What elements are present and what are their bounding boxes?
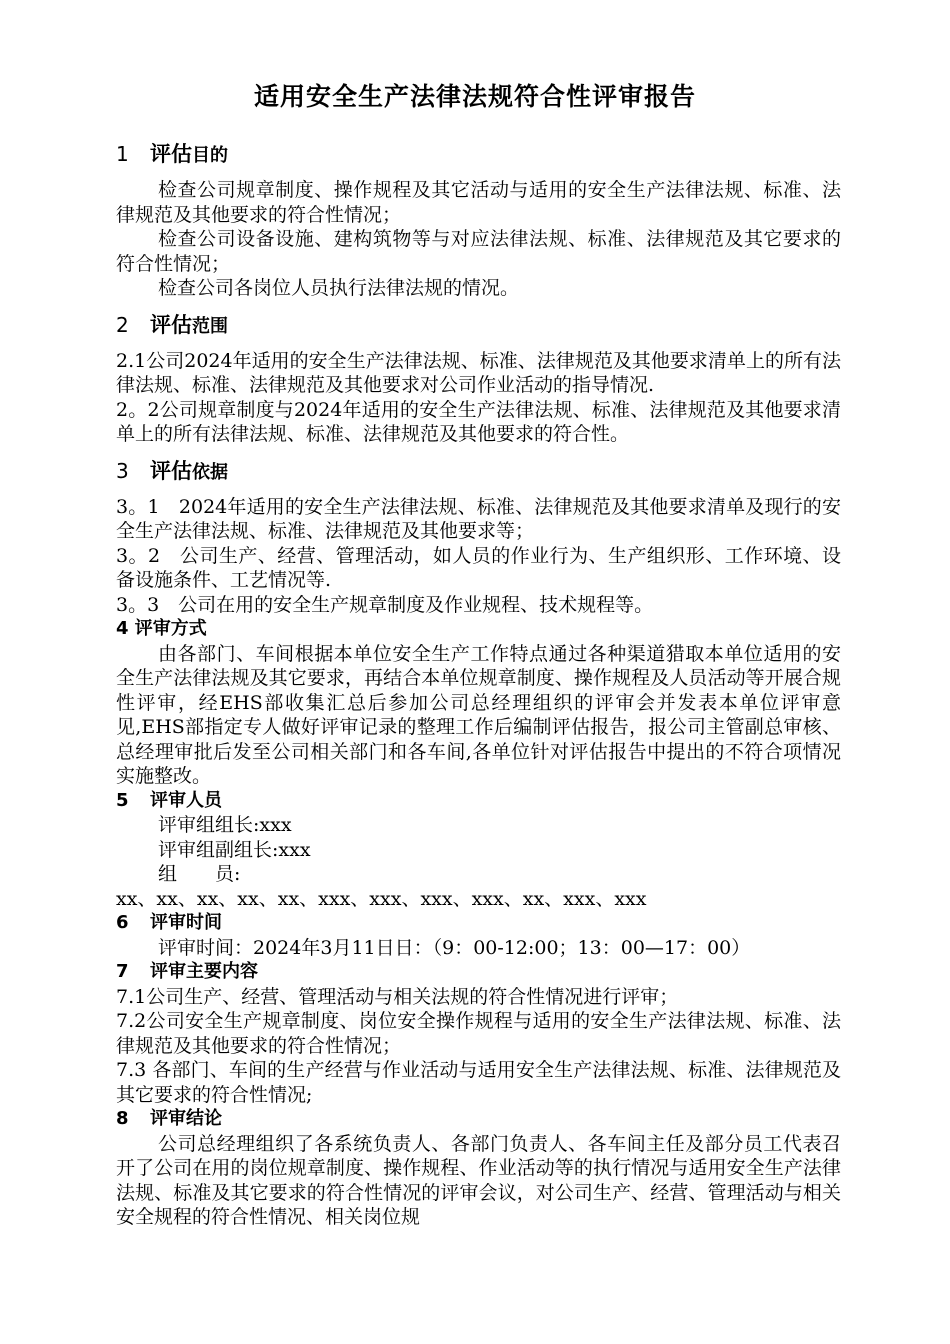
document-body [116,136,841,1230]
review-vice-leader: 评审组副组长:xxx [158,838,311,861]
section-2-title-a: 评估 [150,312,192,337]
section-1-paragraph-1: 检查公司规章制度、操作规程及其它活动与适用的安全生产法律法规、标准、法律规范及其他要求的符合性情况； [116,179,841,226]
section-3-paragraph-2: 3。2 公司生产、经营、管理活动，如人员的作业行为、生产组织形、工作环境、设备设施条件、工艺情况等. [116,544,841,591]
section-4-heading: 4 评审方式 [116,618,207,639]
section-3-title-a: 评估 [150,458,192,483]
section-5-number: 5 [116,789,129,811]
section-7-number: 7 [116,961,129,982]
section-3-paragraph-1: 3。1 2024年适用的安全生产法律法规、标准、法律规范及其他要求清单及现行的安全生产法律法规、标准、法律规范及其他要求等； [116,495,841,542]
section-3-number: 3 [116,458,129,483]
section-1-number: 1 [116,142,129,166]
review-members-list: xx、xx、xx、xx、xx、xxx、xxx、xxx、xxx、xx、xxx、xxx [116,887,647,910]
review-members-label: 组 员: [158,863,241,885]
section-3-heading [116,457,841,487]
review-leader: 评审组组长:xxx [158,814,292,836]
section-7-heading [116,960,841,985]
section-2-title-b: 范围 [192,315,228,337]
section-8-number: 8 [116,1108,129,1129]
section-7-paragraph-1: 7.1公司生产、经营、管理活动与相关法规的符合性情况进行评审； [116,985,679,1008]
section-2-heading [116,311,841,341]
section-3-paragraph-3: 3。3 公司在用的安全生产规章制度及作业规程、技术规程等。 [116,593,654,616]
section-6-heading [116,911,841,936]
section-8-paragraph-1: 公司总经理组织了各系统负责人、各部门负责人、各车间主任及部分员工代表召开了公司在用的岗位规章制度、操作规程、作业活动等的执行情况与适用安全生产法律法规、标准及其它要求的符合性情况的评审会议，对公司生产、经营、管理活动与相关安全规程的符合性情况、相关岗位规 [116,1132,841,1228]
section-7-paragraph-2: 7.2公司安全生产规章制度、岗位安全操作规程与适用的安全生产法律法规、标准、法律规范及其他要求的符合性情况； [116,1010,841,1057]
section-2-paragraph-1: 2.1公司2024年适用的安全生产法律法规、标准、法律规范及其他要求清单上的所有法律法规、标准、法律规范及其他要求对公司作业活动的指导情况. [116,349,841,396]
section-7-paragraph-3: 7.3 各部门、车间的生产经营与作业活动与适用安全生产法律法规、标准、法律规范及其它要求的符合性情况; [116,1059,841,1106]
section-1-title-b: 目的 [192,145,228,166]
section-4-paragraph-1: 由各部门、车间根据本单位安全生产工作特点通过各种渠道猎取本单位适用的安全生产法律法规及其它要求，再结合本单位规章制度、操作规程及人员活动等开展合规性评审，经EHS部收集汇总后参加公司总经理组织的评审会并发表本单位评审意见,EHS部指定专人做好评审记录的整理工作后编制评估报告，报公司主管副总审核、总经理审批后发至公司相关部门和各车间,各单位针对评估报告中提出的不符合项情况实施整改。 [116,642,841,787]
section-8-heading [116,1107,841,1132]
section-6-number: 6 [116,912,129,933]
section-2-number: 2 [116,312,129,337]
section-1-title-a: 评估 [150,142,192,166]
section-6-paragraph-1: 评审时间：2024年3月11日日：（9：00-12:00；13：00—17：00） [158,936,751,959]
section-5-title: 评审人员 [150,789,222,811]
section-5-heading [116,789,841,814]
section-1-paragraph-2: 检查公司设备设施、建构筑物等与对应法律法规、标准、法律规范及其它要求的符合性情况； [116,228,841,275]
section-2-paragraph-2: 2。2公司规章制度与2024年适用的安全生产法律法规、标准、法律规范及其他要求清单上的所有法律法规、标准、法律规范及其他要求的符合性。 [116,398,841,445]
section-7-title: 评审主要内容 [150,961,258,982]
section-1-heading [116,140,841,170]
section-6-title: 评审时间 [150,912,222,933]
page-title: 适用安全生产法律法规符合性评审报告 [253,82,696,111]
section-8-title: 评审结论 [150,1108,222,1129]
section-1-paragraph-3: 检查公司各岗位人员执行法律法规的情况。 [158,277,520,299]
section-3-title-b: 依据 [192,461,228,483]
